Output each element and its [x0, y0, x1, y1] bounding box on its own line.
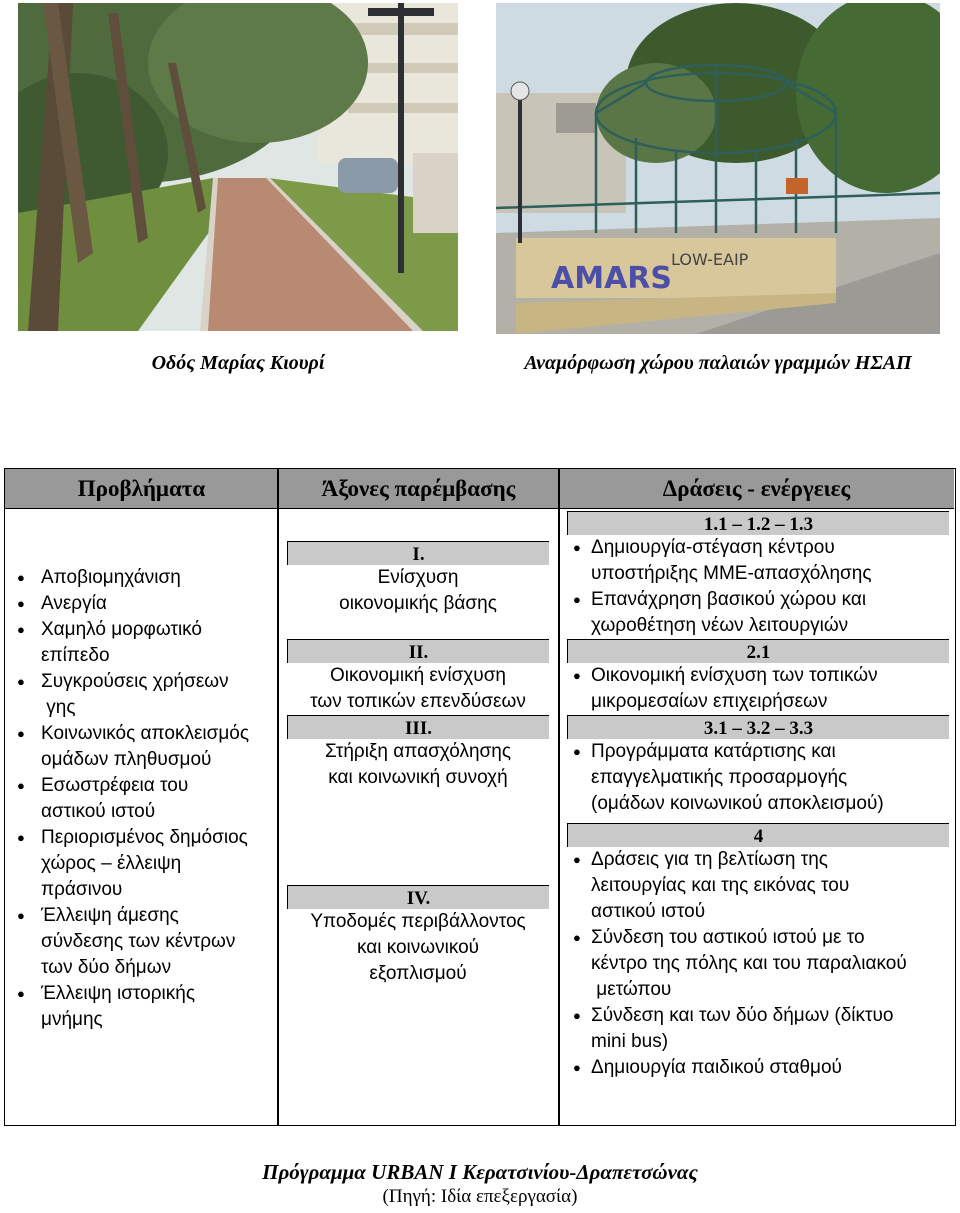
- bullet-icon: ●: [17, 986, 25, 1001]
- action-item: [567, 535, 949, 587]
- action-line: μικρομεσαίων επιχειρήσεων: [591, 691, 828, 712]
- action-line: επαγγελματικής προσαρμογής: [591, 767, 848, 788]
- bullet-icon: ●: [17, 908, 25, 923]
- axis-text: [287, 739, 549, 791]
- problem-item: [13, 773, 275, 825]
- axes-list: [287, 541, 549, 987]
- bullet-icon: ●: [573, 1008, 581, 1023]
- problem-line: χώρος – έλλειψη: [41, 853, 182, 874]
- street-photo: [18, 3, 458, 331]
- header-axes: Άξονες παρέμβασης: [278, 469, 559, 509]
- problem-line: ομάδων πληθυσμού: [41, 749, 212, 770]
- action-line: Επανάχρηση βασικού χώρου και: [591, 589, 867, 610]
- action-line: Δημιουργία παιδικού σταθμού: [591, 1057, 842, 1078]
- problem-line: μνήμης: [41, 1009, 103, 1030]
- graffiti-left: AMARS: [551, 261, 672, 296]
- action-line: Δράσεις για τη βελτίωση της: [591, 849, 828, 870]
- actions-list: [567, 511, 949, 1081]
- problem-item: [13, 981, 275, 1033]
- action-line: mini bus): [591, 1031, 669, 1052]
- axis-block: [287, 885, 549, 987]
- bullet-icon: ●: [17, 830, 25, 845]
- action-item: [567, 739, 949, 817]
- axis-block: [287, 639, 549, 715]
- axis-block: [287, 541, 549, 617]
- problem-line: Εσωστρέφεια του: [41, 775, 189, 796]
- action-group: [567, 715, 949, 817]
- gazebo-photo-caption: Αναμόρφωση χώρου παλαιών γραμμών ΗΣΑΠ: [524, 352, 912, 374]
- problem-item: [13, 591, 275, 617]
- axis-line: και κοινωνικού: [356, 937, 480, 958]
- street-photo-caption: Οδός Μαρίας Κιουρί: [151, 352, 325, 374]
- bullet-icon: ●: [573, 668, 581, 683]
- header-problems: Προβλήματα: [5, 469, 278, 509]
- column-divider: [558, 469, 560, 1125]
- action-group: [567, 823, 949, 1081]
- action-item: [567, 663, 949, 715]
- axis-line: και κοινωνική συνοχή: [328, 767, 508, 788]
- problem-line: αστικού ιστού: [41, 801, 156, 822]
- problem-line: σύνδεσης των κέντρων: [41, 931, 236, 952]
- bullet-icon: ●: [17, 778, 25, 793]
- action-line: Προγράμματα κατάρτισης και: [591, 741, 836, 762]
- problem-line: πράσινου: [41, 879, 123, 900]
- axis-line: Οικονομική ενίσχυση: [330, 665, 506, 686]
- problem-item: [13, 721, 275, 773]
- action-item: [567, 1055, 949, 1081]
- bullet-icon: ●: [17, 674, 25, 689]
- action-item: [567, 587, 949, 639]
- axis-line: Στήριξη απασχόλησης: [324, 741, 511, 762]
- action-band: 3.1 – 3.2 – 3.3: [567, 715, 949, 739]
- problem-item: [13, 669, 275, 721]
- action-line: αστικού ιστού: [591, 901, 706, 922]
- action-line: λειτουργίας και της εικόνας του: [591, 875, 850, 896]
- urban-program-table: [4, 468, 956, 1126]
- bullet-icon: ●: [573, 852, 581, 867]
- action-line: (ομάδων κοινωνικού αποκλεισμού): [591, 793, 884, 814]
- action-line: Σύνδεση και των δύο δήμων (δίκτυο: [591, 1005, 894, 1026]
- header-actions: Δράσεις - ενέργειες: [559, 469, 954, 509]
- gazebo-photo: [496, 3, 940, 334]
- column-divider: [277, 469, 279, 1125]
- action-item: [567, 1003, 949, 1055]
- action-line: Δημιουργία-στέγαση κέντρου: [591, 537, 835, 558]
- axis-text: [287, 663, 549, 715]
- problem-item: [13, 825, 275, 903]
- action-group: [567, 511, 949, 639]
- problem-line: Περιορισμένος δημόσιος: [41, 827, 248, 848]
- graffiti-right: LOW-EAIP: [671, 250, 749, 269]
- action-item: [567, 925, 949, 1003]
- axis-number: II.: [287, 639, 549, 663]
- bullet-icon: ●: [17, 570, 25, 585]
- problem-line: των δύο δήμων: [41, 957, 172, 978]
- axis-line: Ενίσχυση: [377, 567, 459, 588]
- figure-source: (Πηγή: Ιδία επεξεργασία): [382, 1186, 578, 1207]
- axis-number: III.: [287, 715, 549, 739]
- action-band: 1.1 – 1.2 – 1.3: [567, 511, 949, 535]
- bullet-icon: ●: [17, 596, 25, 611]
- problem-item: [13, 565, 275, 591]
- action-group: [567, 639, 949, 715]
- problem-line: Αποβιομηχάνιση: [41, 567, 181, 588]
- figure-title: Πρόγραμμα URBAN I Κερατσινίου-Δραπετσώνας: [262, 1160, 698, 1184]
- action-line: Σύνδεση του αστικού ιστού με το: [591, 927, 865, 948]
- axis-line: οικονομικής βάσης: [339, 593, 497, 614]
- axis-line: Υποδομές περιβάλλοντος: [310, 911, 526, 932]
- bullet-icon: ●: [17, 726, 25, 741]
- bullet-icon: ●: [573, 540, 581, 555]
- problem-line: Χαμηλό μορφωτικό: [41, 619, 202, 640]
- action-line: κέντρο της πόλης και του παραλιακού: [591, 953, 907, 974]
- problems-list: [13, 565, 275, 1033]
- problem-line: Συγκρούσεις χρήσεων: [41, 671, 229, 692]
- axis-block: [287, 715, 549, 791]
- problem-line: Έλλειψη άμεσης: [41, 905, 179, 926]
- problem-line: Ανεργία: [41, 593, 107, 614]
- bullet-icon: ●: [573, 1060, 581, 1075]
- bullet-icon: ●: [573, 592, 581, 607]
- axis-number: I.: [287, 541, 549, 565]
- axis-text: [287, 565, 549, 617]
- action-line: μετώπου: [591, 979, 672, 1000]
- problem-line: γης: [41, 697, 76, 718]
- action-band: 4: [567, 823, 949, 847]
- bullet-icon: ●: [573, 744, 581, 759]
- axis-line: εξοπλισμού: [369, 963, 467, 984]
- problem-item: [13, 617, 275, 669]
- action-band: 2.1: [567, 639, 949, 663]
- axis-number: IV.: [287, 885, 549, 909]
- bullet-icon: ●: [573, 930, 581, 945]
- problem-line: Κοινωνικός αποκλεισμός: [41, 723, 250, 744]
- problem-item: [13, 903, 275, 981]
- axis-text: [287, 909, 549, 987]
- axis-line: των τοπικών επενδύσεων: [310, 691, 526, 712]
- action-item: [567, 847, 949, 925]
- bullet-icon: ●: [17, 622, 25, 637]
- action-line: Οικονομική ενίσχυση των τοπικών: [591, 665, 878, 686]
- problem-line: επίπεδο: [41, 645, 110, 666]
- action-line: χωροθέτηση νέων λειτουργιών: [591, 615, 849, 636]
- action-line: υποστήριξης ΜΜΕ-απασχόλησης: [591, 563, 872, 584]
- problem-line: Έλλειψη ιστορικής: [41, 983, 195, 1004]
